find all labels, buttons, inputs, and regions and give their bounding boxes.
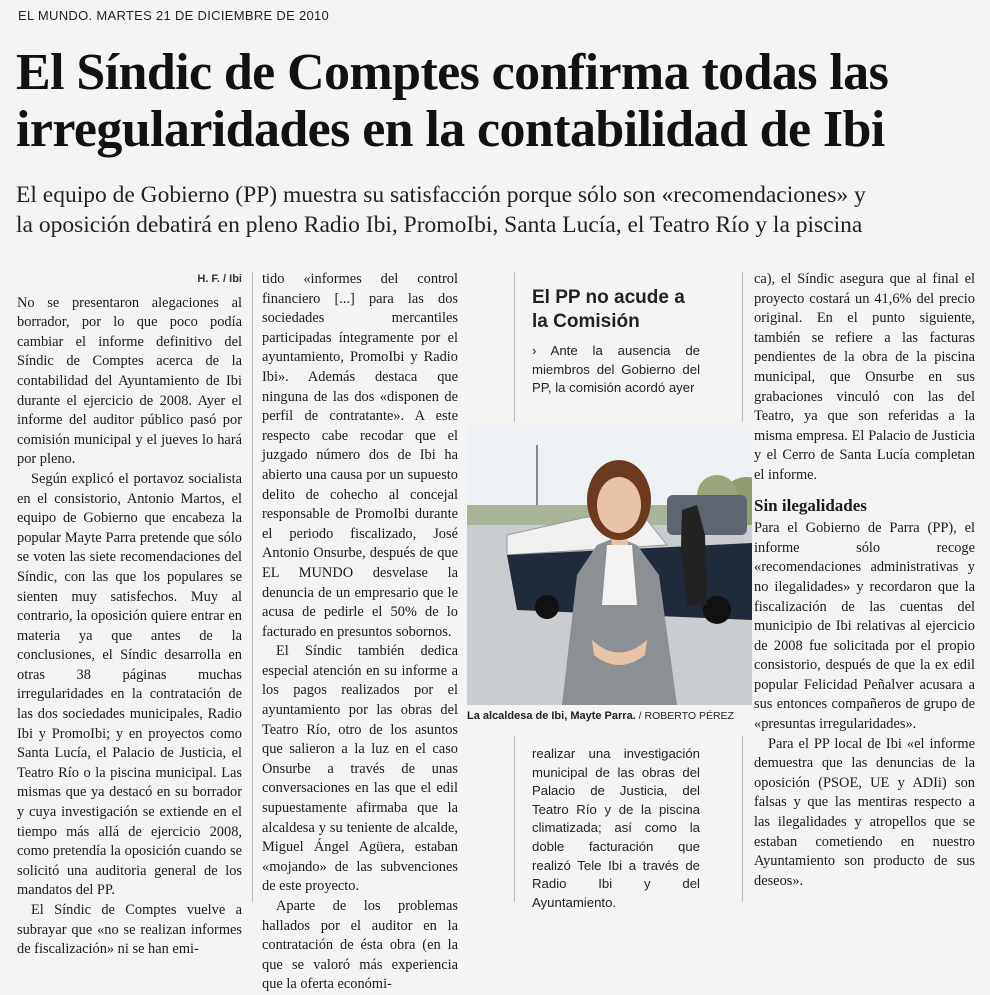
column-2: [262, 270, 458, 995]
headline-line-2: irregularidades en la contabilidad de Ibi: [16, 101, 885, 158]
col4-paragraph-2: Para el Gobierno de Parra (PP), el informe sólo recoge «recomendaciones administrativas y no ilegalidades» y recordaron que la fiscalización de las cuentas del municipio de Ibi relativas al ejercicio de 2008 fue solicitada por el propio consistorio, después de que la ex edil popular Felicidad Peñalver acusara a sus entonces compañeros de grupo de «presuntas irregularidades».: [754, 520, 975, 733]
col4-paragraph-1: ca), el Síndic asegura que al final el proyecto costará un 41,6% del precio original. En el punto siguiente, también se refiere a las facturas pendientes de la obra de la piscina municipal, que Onsurbe en sus grabaciones vinculó con las del Teatro, ya que son referidas a la misma empresa. El Palacio de Justicia y el Cerro de Santa Lucía completan el informe.: [754, 271, 975, 483]
col2-paragraph-2: El Síndic también dedica especial atención en su informe a los pagos realizados por el ayuntamiento por las obras del Teatro Río, otro de los asuntos que salieron a la luz en el caso Onsurbe a través de unas conversaciones en las que el edil supuestamente afirmaba que la alcaldesa y su teniente de alcalde, Miguel Ángel Agüera, estaban «mojando» de las subvenciones de este proyecto.: [262, 643, 458, 895]
caption-credit: / ROBERTO PÉREZ: [638, 710, 734, 722]
caption-text: La alcaldesa de Ibi, Mayte Parra.: [467, 710, 636, 722]
crosshead: Sin ilegalidades: [754, 495, 867, 515]
col1-paragraph-1: No se presentaron alegaciones al borrador, por lo que poco podía cambiar el informe definitivo del Síndic de Comptes acerca de la contabilidad del Ayuntamiento de Ibi durante el ejercicio de 2008. Ayer el informe del auditor público pasó por comisión municipal y el jueves lo hará por pleno.: [17, 294, 242, 468]
column-divider: [514, 736, 515, 902]
col2-paragraph-3: Aparte de los problemas hallados por el auditor en la contratación de ésta obra (en la que se valoró más experiencia que la oferta económi-: [262, 898, 458, 993]
column-1: [17, 270, 242, 960]
col1-paragraph-3: El Síndic de Comptes vuelve a subrayar que «no se realizan informes de fiscalización» ni se han emi-: [17, 902, 242, 958]
sidebar-title-line-2: la Comisión: [532, 311, 640, 332]
subheadline: [16, 180, 981, 240]
col2-paragraph-1: tido «informes del control financiero [...] para las dos sociedades mercantiles participadas íntegramente por el ayuntamiento, PromoIbi y Radio Ibi». Además destaca que ninguna de las dos «disponen de perfil de contratante». A este respecto cabe recodar que el juzgado número dos de Ibi ha abierto una causa por un supuesto delito de cohecho al concejal responsable de PromoIbi durante el periodo fiscalizado, José Antonio Onsurbe, después de que EL MUNDO desvelase la denuncia de un empresario que le acusa de pedirle el 50% de lo facturado en presuntos sobornos.: [262, 271, 458, 640]
sidebar-title: [532, 286, 732, 334]
byline: H. F. / Ibi: [197, 273, 242, 285]
column-divider: [252, 272, 253, 902]
headline-line-1: El Síndic de Comptes confirma todas las: [16, 44, 889, 101]
photo-illustration: [467, 425, 752, 705]
sidebar-title-line-1: El PP no acude a: [532, 287, 685, 308]
column-divider: [742, 736, 743, 902]
mayor-photo: [467, 425, 752, 705]
subhead-line-2: la oposición debatirá en pleno Radio Ibi, PromoIbi, Santa Lucía, el Teatro Río y la piscina: [16, 212, 863, 238]
col1-paragraph-2: Según explicó el portavoz socialista en el consistorio, Antonio Martos, el equipo de Gobierno que encabeza la popular Mayte Parra pretende que sólo se voten las siete recomendaciones del Síndic, con las que los populares se sienten muy satisfechos. Muy al contrario, la oposición quiere entrar en materia ya que antes de la conclusiones, el Síndic desarrolla en otras 38 páginas muchas irregularidades en la contratación de las dos sociedades municipales, Radio Ibi y PromoIbi; y en proyectos como Santa Lucía, el Palacio de Justicia, el Teatro Río o la piscina municipal. Las mismas que ya destacó en su borrador y cuya investigación se extiende en el tiempo más allá de ejercicio 2008, como pretendía la oposición cuando se solicitó una auditoria general de los mandatos del PP.: [17, 470, 242, 899]
subhead-line-1: El equipo de Gobierno (PP) muestra su satisfacción porque sólo son «recomendaciones» y: [16, 182, 866, 208]
column-4: [754, 270, 975, 891]
photo-caption: [467, 710, 757, 722]
masthead: EL MUNDO. MARTES 21 DE DICIEMBRE DE 2010: [18, 8, 330, 23]
sidebar-text-bottom: realizar una investigación municipal de las obras del Palacio de Justicia, del Teatro Río y de la piscina climatizada; así como la doble facturación que realizó Tele Ibi a través de Radio Ibi y del Ayuntamiento.: [532, 746, 700, 910]
column-divider: [514, 272, 515, 422]
col4-paragraph-3: Para el PP local de Ibi «el informe demuestra que las denuncias de la oposición (PSOE, UE y ADIi) son falsas y que las mentiras respecto a las ilegalidades y atropellos que se estaban cometiendo en nuestro Ayuntamiento son producto de sus deseos».: [754, 735, 975, 889]
headline: [16, 44, 981, 158]
sidebar-text-top: › Ante la ausencia de miembros del Gobierno del PP, la comisión acordó ayer: [532, 343, 700, 396]
column-divider: [742, 272, 743, 422]
